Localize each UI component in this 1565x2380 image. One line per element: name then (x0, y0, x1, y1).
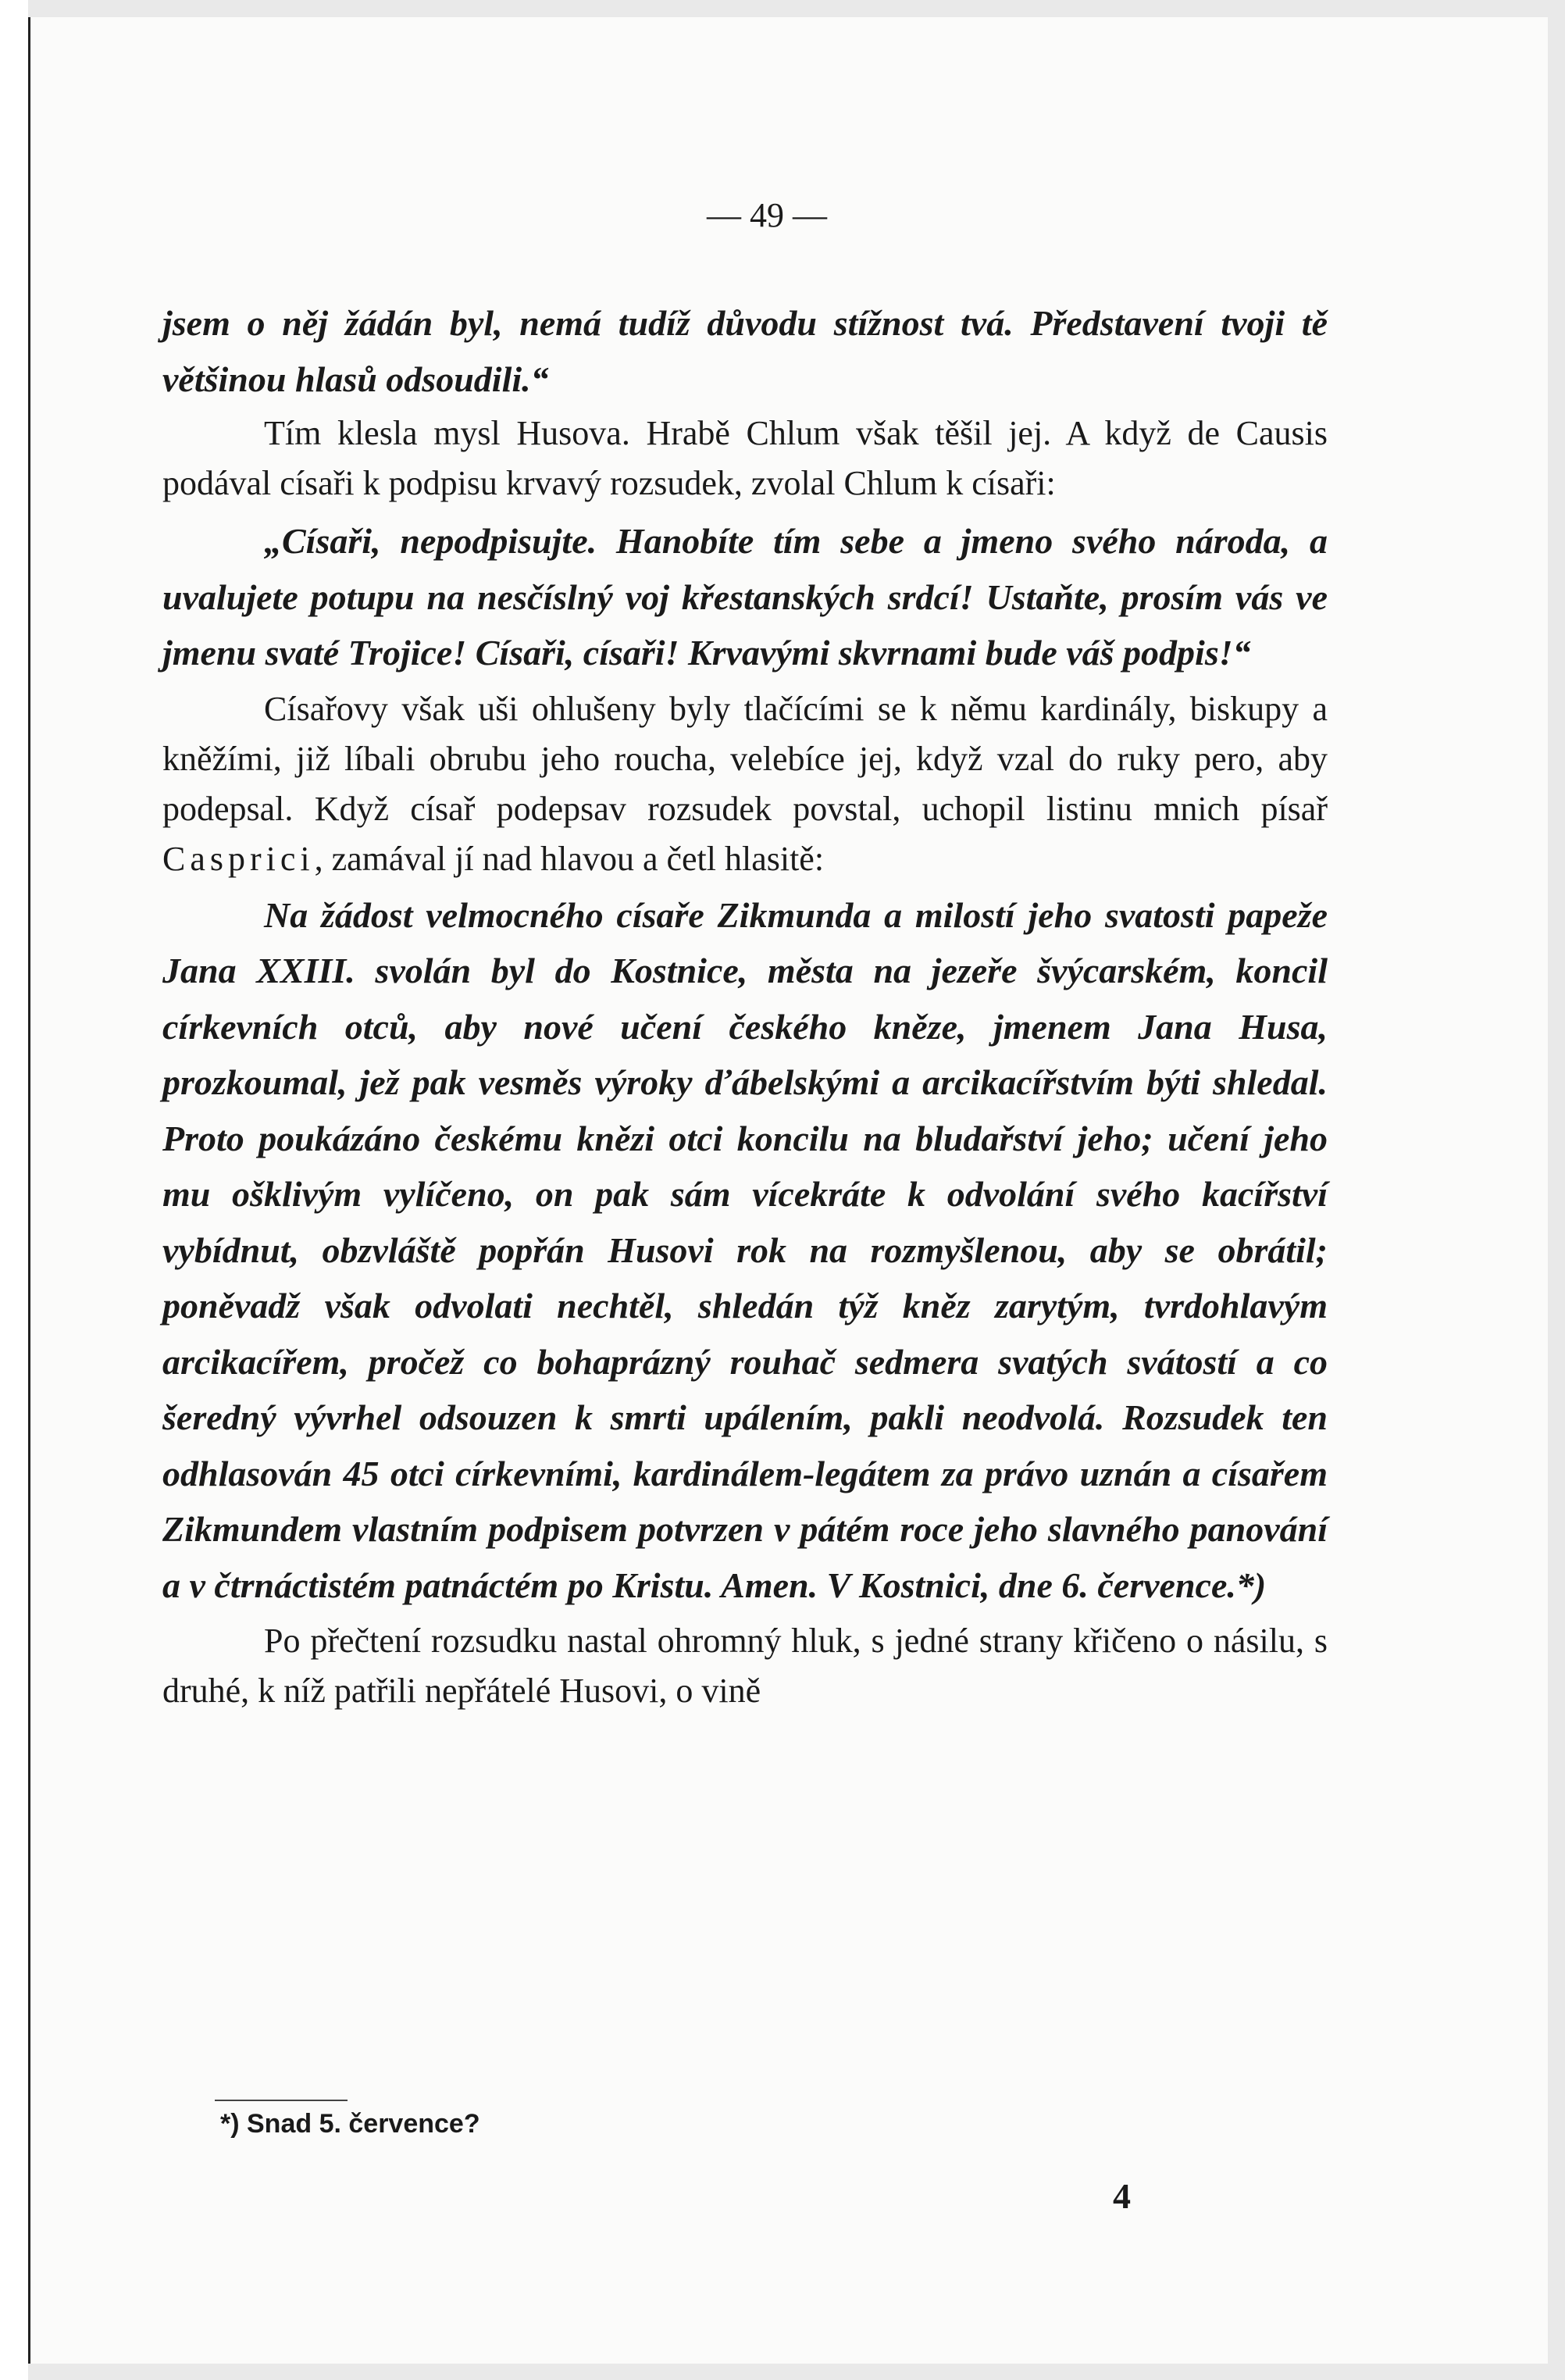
paragraph-sentence-text: Na žádost velmocného císaře Zikmunda a milostí jeho svatosti papeže Jana XXIII. svolán byl do Kostnice, města na jezeře švýcarském, koncil církevních otců, aby nové učení českého kněze, jmenem Jana Husa, prozkoumal, jež pak vesměs výroky ďábelskými a arcikacířstvím býti shledal. Proto poukázáno českému knězi otci koncilu na bludařství jeho; učení jeho mu ošklivým vylíčeno, on pak sám vícekráte k odvolání svého kacířství vybídnut, obzvláště popřán Husovi rok na rozmyšlenou, aby se obrátil; poněvadž však odvolati nechtěl, shledán týž kněz zarytým, tvrdohlavým arcikacířem, pročež co bohaprázný rouhač sedmera svatých svátostí a co šeredný vývrhel odsouzen k smrti upálením, pakli neodvolá. Rozsudek ten odhlasován 45 otci církevními, kardinálem-legátem za právo uznán a císařem Zikmundem vlastním podpisem potvrzen v pátém roce jeho slavného panování a v čtrnáctistém patnáctém po Kristu. Amen. V Kostnici, dne 6. července.*) (162, 894, 1328, 1605)
page-number: — 49 — (707, 196, 827, 234)
page-body (162, 295, 1328, 1716)
paragraph-caspricius (162, 684, 1328, 884)
signature-mark: 4 (1113, 2176, 1131, 2216)
paragraph-chlum-speech: „Císaři, nepodpisujte. Hanobíte tím sebe a jmeno svého národa, a uvalujete potupu na nesčíslný voj křestanských srdcí! Ustaňte, prosím vás ve jmenu svaté Trojice! Císaři, císaři! Krvavými skvrnami bude váš podpis!“ (162, 521, 1328, 673)
paragraph-caspricius-start: Císařovy však uši ohlušeny byly tlačícími se k němu kardinály, biskupy a kněžími, již líbali obrubu jeho roucha, velebíce jej, když vzal do ruky pero, aby podepsal. Když císař podepsav rozsudek povstal, uchopil listinu mnich písař (162, 689, 1328, 828)
footnote: *) Snad 5. července? (220, 2109, 480, 2139)
paragraph-verdict-end: jsem o něj žádán byl, nemá tudíž důvodu stížnost tvá. Představení tvoji tě většinou hlasů odsoudili.“ (162, 303, 1328, 399)
footnote-rule (215, 2100, 348, 2101)
scribe-name: Casprici (162, 839, 315, 878)
scan-margin (0, 0, 28, 2380)
paragraph-chlum: Tím klesla mysl Husova. Hrabě Chlum však těšil jej. A když de Causis podával císaři k podpisu krvavý rozsudek, zvolal Chlum k císaři: (162, 414, 1328, 502)
paragraph-caspricius-end: , zamával jí nad hlavou a četl hlasitě: (314, 839, 825, 878)
paragraph-aftermath: Po přečtení rozsudku nastal ohromný hluk, s jedné strany křičeno o násilu, s druhé, k níž patřili nepřátelé Husovi, o vině (162, 1622, 1328, 1710)
